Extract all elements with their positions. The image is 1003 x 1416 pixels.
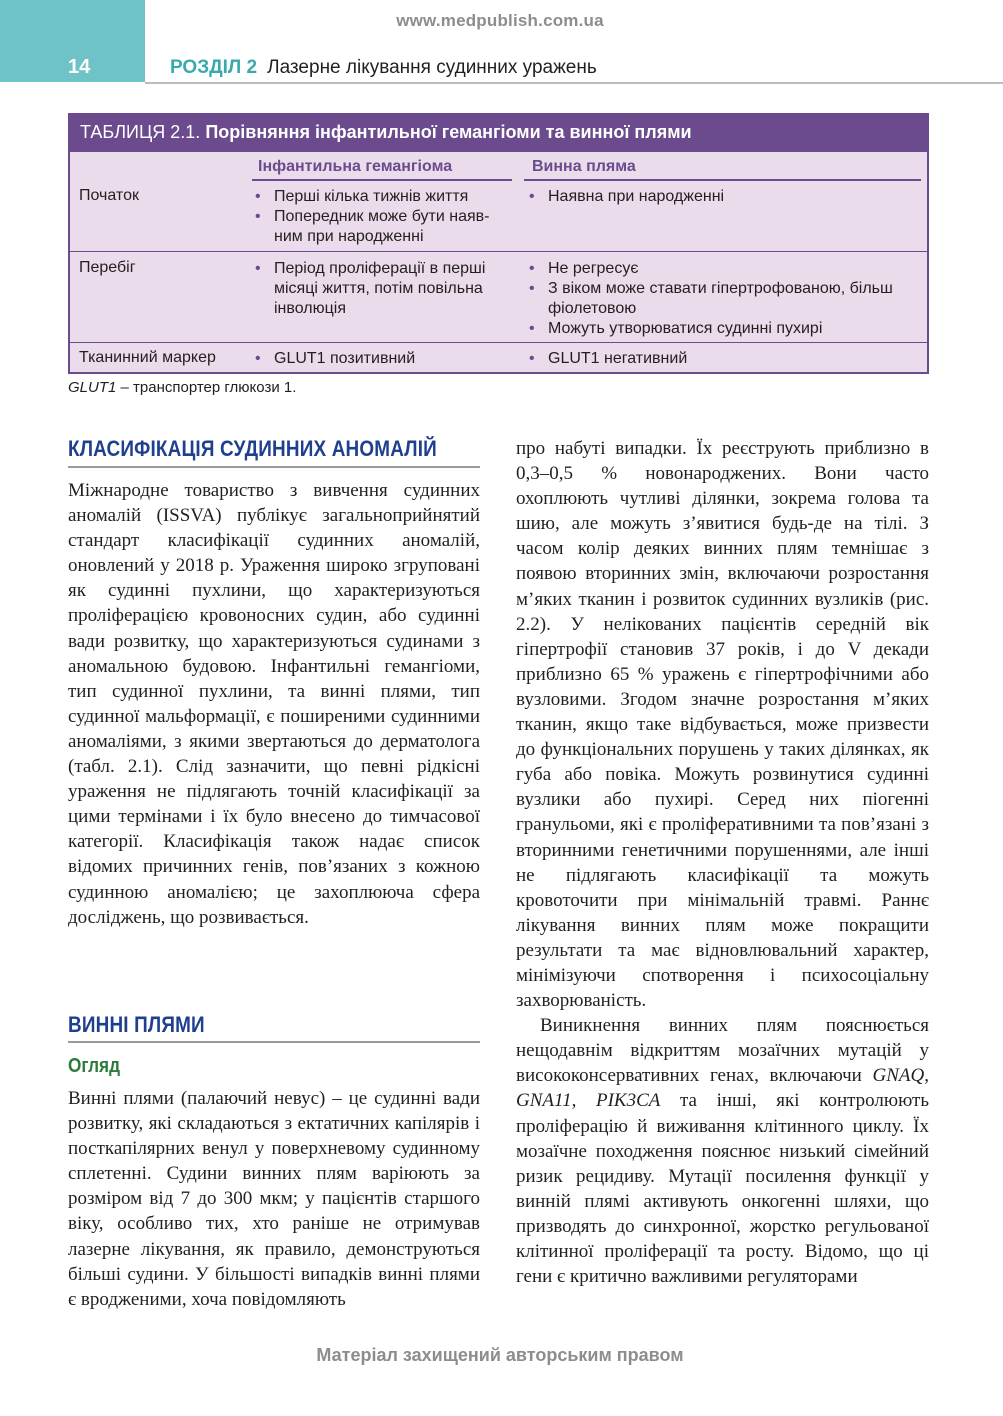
copyright-notice: Матеріал захищений авторським правом	[316, 1345, 684, 1365]
footnote-term: GLUT1	[68, 379, 117, 396]
footnote-text: – транспортер глюкози 1.	[116, 379, 297, 396]
list-item: • Перші кілька тижнів життя	[254, 187, 514, 207]
paragraph-text: та інші, які контролюють проліферацію й виживання клітинного циклу. Їх мозаїчне походження пояснює низький сімейний ризик рецидиву. Мутації посилення функції у винній плямі активують онкогенні шляхи, що призводять до синхронної, жорстко регульованої клітинної проліферації та росту. Відомо, що ці гени є критично важливими регуляторами	[516, 1090, 929, 1288]
table-title-bar	[70, 113, 927, 152]
list-item: • Можуть утворюватися судинні пухирі	[528, 319, 923, 339]
paragraph: Винні плями (палаючий невус) – це судинні вади розвитку, які складаються з ектатичних капілярів і посткапілярних венул у поверхневому судинному сплетенні. Судини винних плям варіюють за розміром від 7 до 300 мкм; у пацієнтів старшого віку, особливо тих, хто раніше не отримував лазерне лікування, як правило, демонструються більші судини. У більшості випадків винні плями є вродженими, хоча повідомляють	[68, 1088, 480, 1310]
paragraph	[516, 1013, 929, 1289]
right-column-body	[516, 436, 929, 1289]
list-item: • Попередник може бути наяв- ним при народженні	[254, 207, 514, 247]
cell-marker-hemangioma	[254, 349, 514, 369]
cell-onset-port-wine	[528, 187, 923, 207]
subheading-overview: Огляд	[68, 1055, 121, 1077]
row-divider	[70, 342, 927, 343]
paragraph: про набуті випадки. Їх реєструють приблизно в 0,3–0,5 % новонароджених. Вони часто охоплюють чутливі ділянки, зокрема голова та шию, але можуть з’явитися будь-де на тілі. З часом колір деяких винних плям темнішає з появою вторинних змін, включаючи розростання м’яких тканин і розвиток судинних вузликів (рис. 2.2). У нелікованих пацієнтів середній вік гіпертрофії становив 37 років, і до V декади приблизно 65 % уражень є гіпертрофічними або вузловими. Згодом значне розростання м’яких тканин, якщо таке відбувається, може призвести до функціональних порушень у таких ділянках, як губа або повіка. Можуть розвинутися судинні вузлики або пухирі. Серед них піогенні гранульоми, які є проліферативними та пов’язані з вторинними генетичними порушеннями, але інші не підлягають класифікації та можуть кровоточити при мінімальній травмі. Раннє лікування винних плям може покращити результати та має відновлювальний характер, мінімізуючи спотворення і психосоціальну захворюваність.	[516, 438, 929, 1012]
list-item: • GLUT1 негативний	[528, 349, 923, 369]
chapter-header	[170, 57, 597, 79]
row-label-course: Перебіг	[79, 259, 136, 276]
website-url: www.medpublish.com.ua	[396, 11, 604, 30]
list-item: • GLUT1 позитивний	[254, 349, 514, 369]
overview-body	[68, 1086, 480, 1312]
table-title: Порівняння інфантильної гемангіоми та винної плями	[205, 122, 692, 142]
row-label-onset: Початок	[79, 187, 139, 204]
column-header-rule	[524, 179, 921, 181]
gene-name: GNA11	[516, 1090, 572, 1112]
table-label: ТАБЛИЦЯ 2.1.	[80, 122, 201, 142]
column-header-rule	[252, 179, 512, 181]
column-header-port-wine: Винна пляма	[532, 158, 636, 175]
cell-marker-port-wine	[528, 349, 923, 369]
chapter-title: Лазерне лікування судинних уражень	[267, 57, 597, 78]
gene-name: PIK3CA	[595, 1090, 661, 1112]
cell-course-port-wine	[528, 259, 923, 339]
list-item: • Наявна при народженні	[528, 187, 923, 207]
heading-rule	[68, 466, 480, 468]
heading-port-wine-stains: ВИННІ ПЛЯМИ	[68, 1012, 205, 1037]
column-header-hemangioma: Інфантильна гемангіома	[258, 158, 453, 175]
row-label-tissue-marker: Тканинний маркер	[79, 349, 216, 366]
heading-classification: КЛАСИФІКАЦІЯ СУДИННИХ АНОМАЛІЙ	[68, 436, 437, 461]
table-footnote	[68, 379, 296, 396]
separator: ,	[924, 1065, 929, 1087]
paragraph-text: Виникнення винних плям пояснюється нещодавнім відкриттям мозаїчних мутацій у висококонсервативних генах, включаючи	[516, 1015, 929, 1087]
classification-body	[68, 478, 480, 930]
list-item: • Період проліферації в перші місяці життя, потім повільна інволюція	[254, 259, 514, 319]
chapter-label: РОЗДІЛ 2	[170, 57, 258, 78]
separator: ,	[571, 1090, 596, 1112]
page-number: 14	[68, 56, 91, 78]
list-item: • Не регресує	[528, 259, 923, 279]
paragraph: Міжнародне товариство з вивчення судинних аномалій (ISSVA) публікує загальноприйнятий стандарт класифікації судинних аномалій, оновлений у 2018 р. Ураження широко згруповані як судинні пухлини, що характеризуються проліферацією кровоносних судин, або судинні вади розвитку, що характеризуються судинами з аномальною будовою. Інфантильні гемангіоми, тип судинної пухлини, та винні плями, тип судинної мальформації, є поширеними судинними аномаліями, з якими звертаються до дерматолога (табл. 2.1). Слід зазначити, що певні рідкісні ураження не підлягають точній класифікації за цими термінами і їх було внесено до тимчасової категорії. Класифікація також надає список відомих причинних генів, пов’язаних з кожною судинною аномалією; це захоплююча сфера досліджень, що розвивається.	[68, 480, 480, 928]
cell-course-hemangioma	[254, 259, 514, 319]
list-item: • З віком може ставати гіпертрофованою, більш фіолетовою	[528, 279, 923, 319]
header-divider	[145, 82, 1003, 84]
row-divider	[70, 251, 927, 252]
cell-onset-hemangioma	[254, 187, 514, 247]
heading-rule	[68, 1041, 480, 1043]
gene-name: GNAQ	[872, 1065, 925, 1087]
comparison-table	[68, 113, 929, 374]
